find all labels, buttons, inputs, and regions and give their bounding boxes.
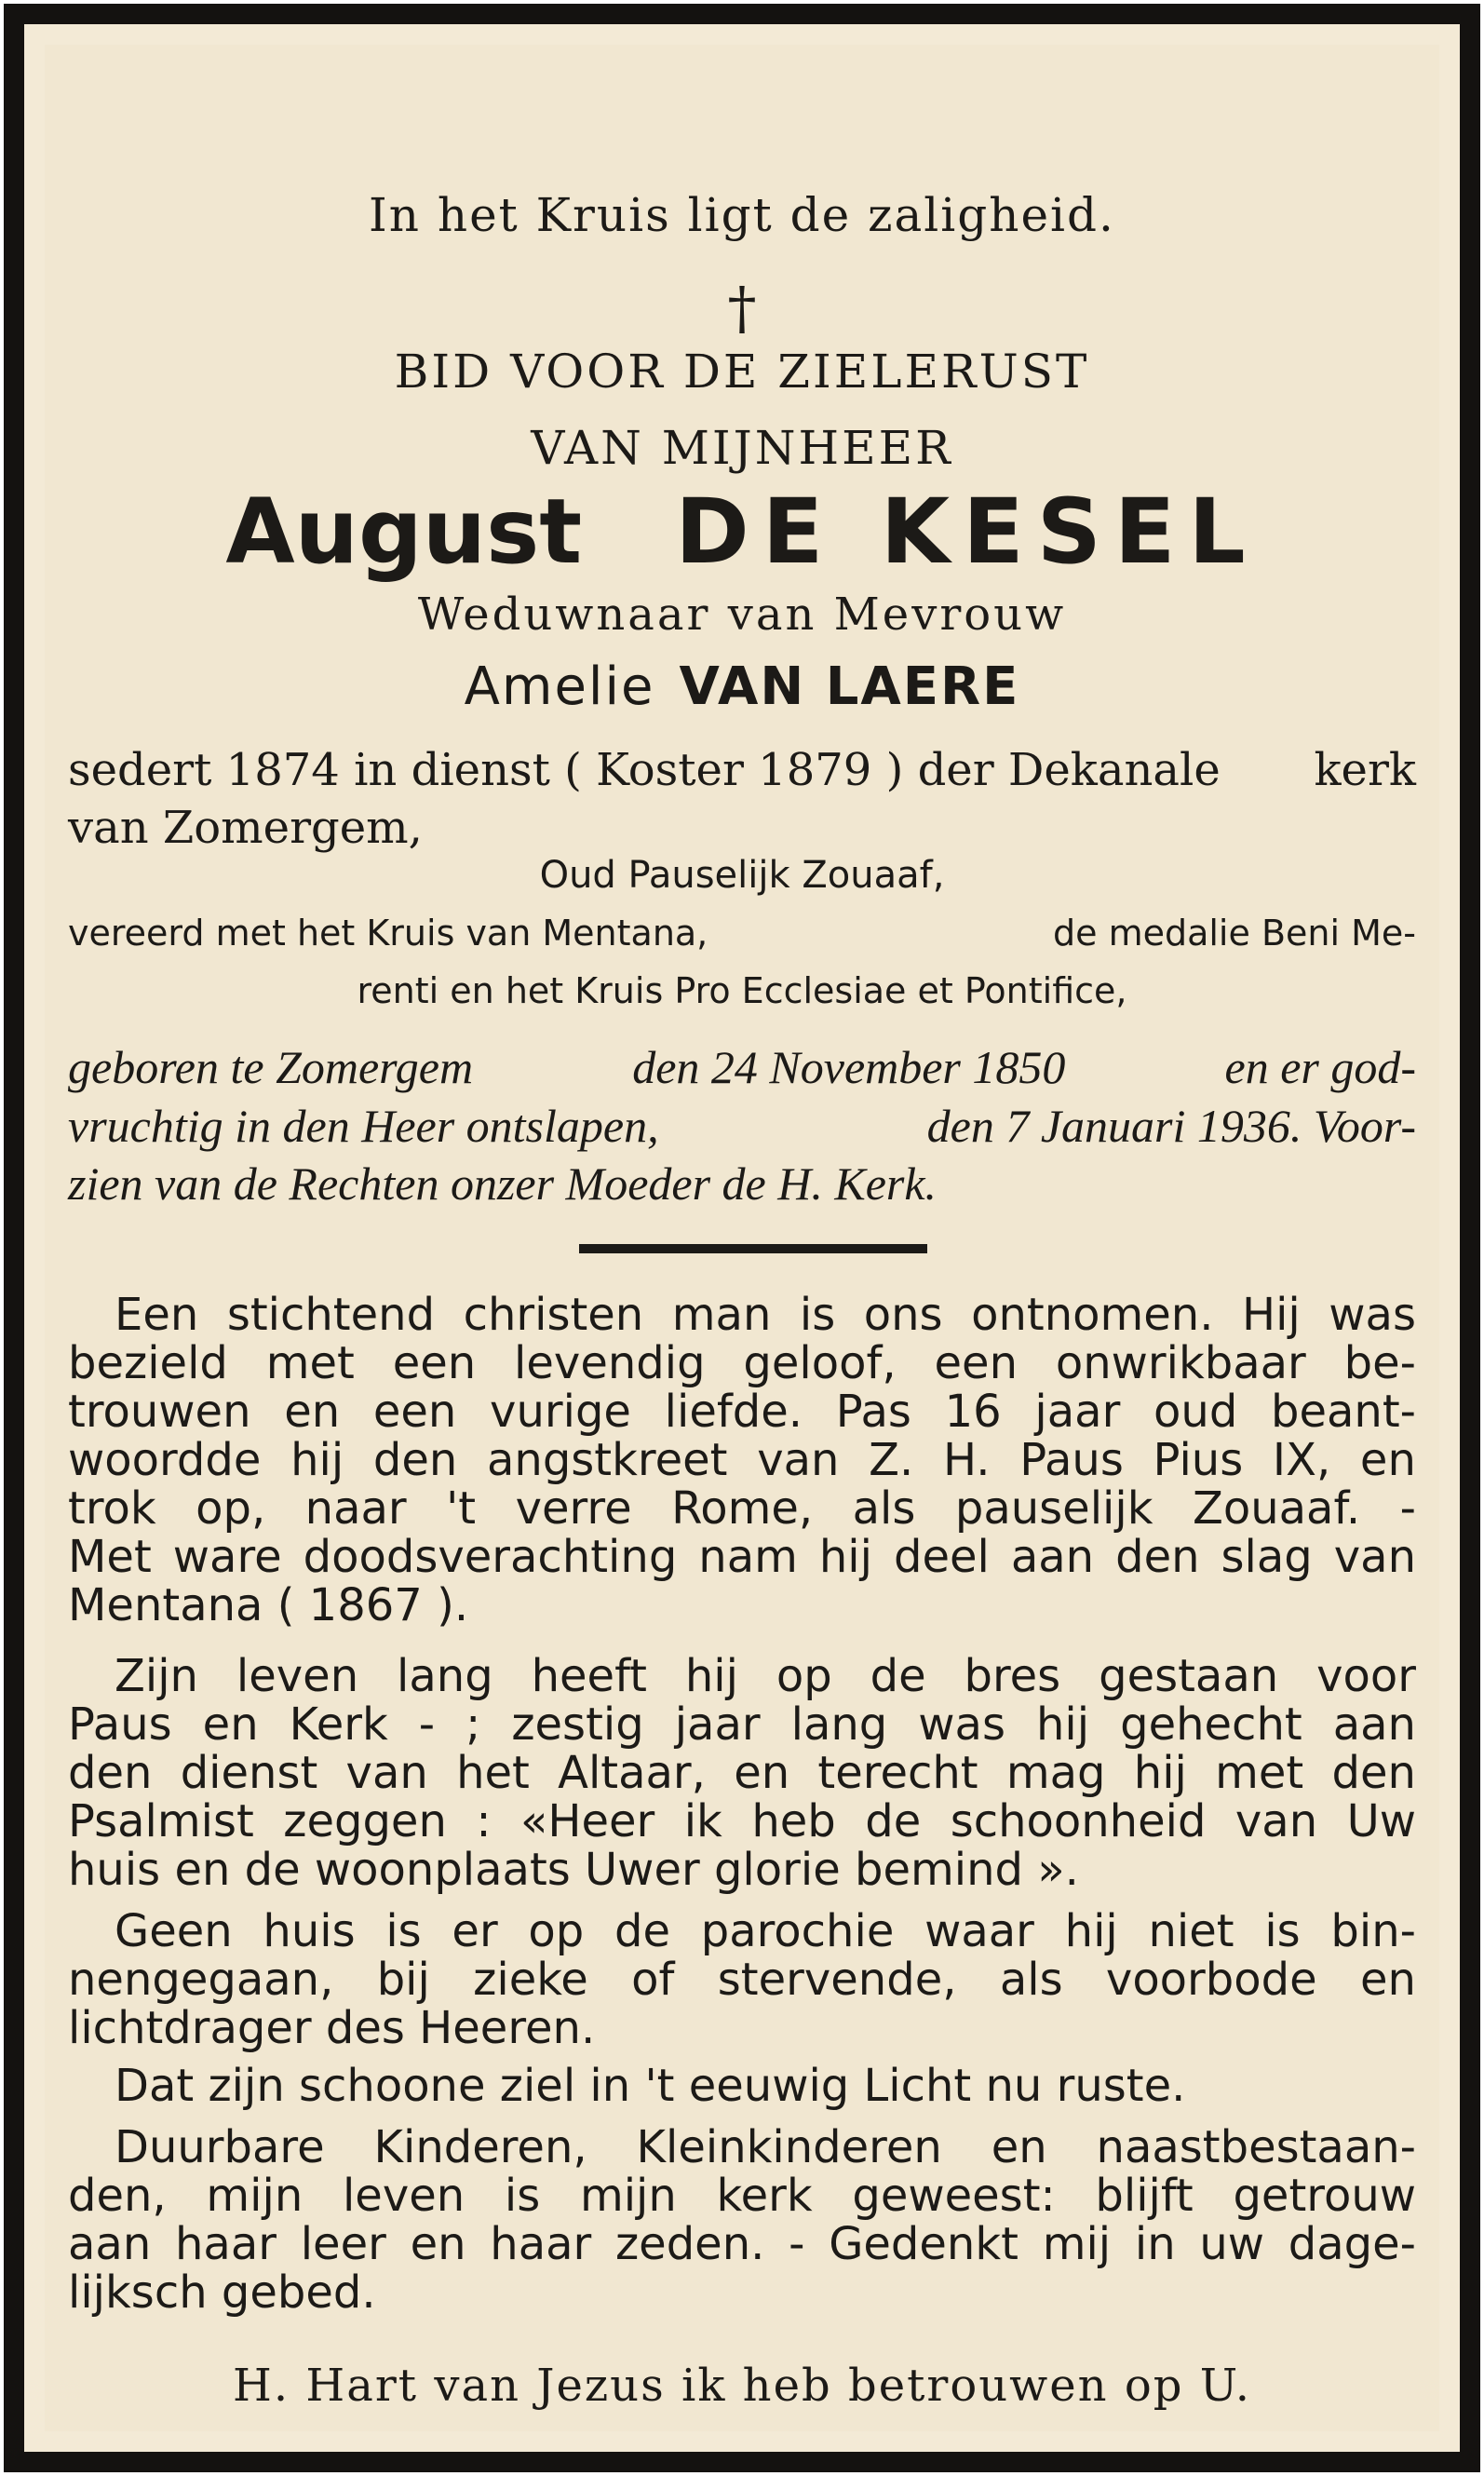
last-name: DE KESEL [675,480,1259,584]
body-line: trouwen en een vurige liefde. Pas 16 jaar oud beant- [68,1386,1416,1438]
body-line: Zijn leven lang heeft hij op de bres gestaan voor [115,1650,1416,1702]
service-text-end: kerk [1314,744,1416,796]
divider [579,1244,927,1253]
memorial-card [4,4,1480,2472]
death-text: vruchtig in den Heer ontslapen, [68,1100,659,1152]
zouaaf-line: Oud Pauselijk Zouaaf, [539,854,945,897]
body-line: den, mijn leven is mijn kerk geweest: blijft getrouw [68,2170,1416,2222]
body-line: Geen huis is er op de parochie waar hij niet is bin- [115,1905,1416,1957]
title-line: VAN MIJNHEER [531,421,953,475]
body-line: woordde hij den angstkreet van Z. H. Paus Pius IX, en [68,1434,1416,1486]
wife-last-name: VAN LAERE [679,656,1020,717]
birth-date: den 24 November 1850 [632,1041,1066,1093]
body-line: nengegaan, bij zieke of stervende, als voorbode en [68,1954,1416,2006]
body-line: Mentana ( 1867 ). [68,1579,469,1631]
wife-first-name: Amelie [464,656,655,717]
service-text: sedert 1874 in dienst ( Koster 1879 ) der Dekanale [68,744,1221,796]
honours-text-b: de medalie Beni Me- [1052,913,1416,954]
card-paper [45,45,1439,2431]
death-date: den 7 Januari 1936. Voor- [926,1100,1416,1152]
body-line: bezield met een levendig geloof, een onwrikbaar be- [68,1337,1416,1389]
body-line: den dienst van het Altaar, en terecht mag hij met den [68,1747,1416,1799]
cross-icon: † [727,274,757,342]
body-line: huis en de woonplaats Uwer glorie bemind ». [68,1844,1079,1896]
widower-line: Weduwnaar van Mevrouw [417,589,1067,641]
birth-line-3 [68,1157,1416,1210]
closing-prayer: H. Hart van Jezus ik heb betrouwen op U. [232,2360,1252,2412]
honours-line-1 [68,913,1416,954]
service-line-2 [68,802,1416,854]
service-place: van Zomergem, [68,802,423,854]
birth-line-2 [68,1100,1416,1152]
birth-place: geboren te Zomergem [68,1041,474,1093]
body-line: Met ware doodsverachting nam hij deel aan den slag van [68,1531,1416,1583]
body-line: lichtdrager des Heeren. [68,2002,596,2054]
birth-line-1 [68,1041,1416,1093]
wife-name [45,656,1439,717]
body-line: aan haar leer en haar zeden. - Gedenkt mij in uw dage- [68,2218,1416,2270]
prayer-heading: BID VOOR DE ZIELERUST [394,345,1090,399]
sacraments-text: zien van de Rechten onzer Moeder de H. Kerk. [68,1157,938,1210]
motto: In het Kruis ligt de zaligheid. [369,188,1115,242]
body-line: Psalmist zeggen : «Heer ik heb de schoonheid van Uw [68,1795,1416,1847]
body-line: Een stichtend christen man is ons ontnomen. Hij was [115,1289,1416,1341]
body-line: Duurbare Kinderen, Kleinkinderen en naastbestaan- [115,2121,1416,2173]
body-line: Dat zijn schoone ziel in 't eeuwig Licht nu ruste. [115,2060,1186,2112]
service-line-1 [68,744,1416,796]
body-line: trok op, naar 't verre Rome, als pauselijk Zouaaf. - [68,1482,1416,1535]
birth-text-end: en er god- [1224,1041,1416,1093]
honours-text-a: vereerd met het Kruis van Mentana, [68,913,708,954]
deceased-name [45,480,1439,584]
body-line: lijksch gebed. [68,2266,376,2319]
first-name: August [225,480,583,584]
honours-line-2: renti en het Kruis Pro Ecclesiae et Pontifice, [357,970,1127,1011]
body-line: Paus en Kerk - ; zestig jaar lang was hij gehecht aan [68,1698,1416,1751]
